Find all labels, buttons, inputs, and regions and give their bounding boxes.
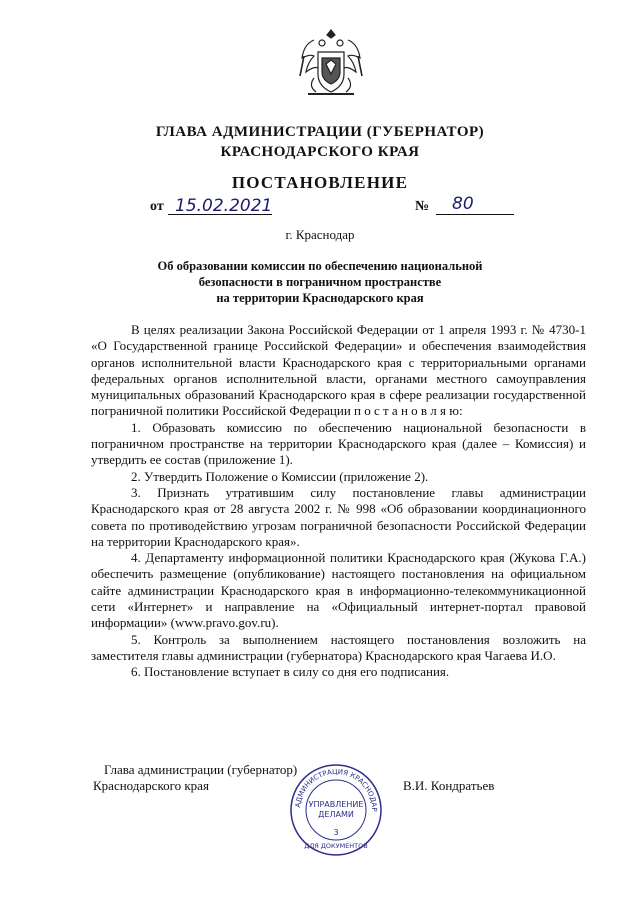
coat-of-arms-emblem [296, 26, 366, 102]
signatory-position-line1: Глава администрации (губернатор) [104, 762, 298, 777]
city-label: г. Краснодар [285, 227, 355, 242]
title-line: Об образовании комиссии по обеспечению национальной [157, 259, 483, 273]
org-title-line2: КРАСНОДАРСКОГО КРАЯ [220, 144, 420, 160]
number-label: № [415, 199, 430, 214]
org-title-line1: ГЛАВА АДМИНИСТРАЦИИ (ГУБЕРНАТОР) [155, 124, 485, 140]
signatory-position-line2: Краснодарского края [93, 778, 209, 793]
signatory-name: В.И. Кондратьев [403, 778, 495, 793]
stamp-center-line2: ДЕЛАМИ [318, 810, 354, 819]
document-type-heading: ПОСТАНОВЛЕНИЕ [231, 173, 409, 192]
clause-paragraph: 5. Контроль за выполнением настоящего постановления возложить на заместителя главы администрации (губернатора) Краснодарского края Чагаева И.О. [91, 631, 586, 663]
clause-paragraph: 3. Признать утратившим силу постановление главы администрации Краснодарского края от 28 августа 2002 г. № 998 «Об образовании координационного совета по противодействию угрозам пограничной безопасности Российской Федерации на территории Краснодарского края». [91, 484, 586, 549]
stamp-center-line1: УПРАВЛЕНИЕ [308, 800, 364, 809]
number-value: 80 [452, 194, 474, 214]
clause-paragraph: 1. Образовать комиссию по обеспечению национальной безопасности в пограничном пространстве на территории Краснодарского края (далее – Комиссия) и утвердить ее состав (приложение 1). [91, 419, 586, 468]
preamble-paragraph: В целях реализации Закона Российской Федерации от 1 апреля 1993 г. № 4730-1 «О Государственной границе Российской Федерации» и обеспечения взаимодействия органов исполнительной власти Краснодарского края с территориальными органами федеральных органов исполнительной власти, органами местного самоуправления муниципальных образований Краснодарского края в сфере реализации государственной пограничной политики Российской Федерации п о с т а н о в л я ю: [91, 322, 586, 419]
clause-paragraph: 6. Постановление вступает в силу со дня его подписания. [131, 664, 450, 680]
title-line: безопасности в пограничном пространстве [198, 275, 442, 289]
date-value: 15.02.2021 [175, 196, 273, 216]
official-stamp [288, 762, 384, 858]
title-line: на территории Краснодарского края [216, 291, 424, 305]
number-underline [436, 214, 514, 215]
clause-paragraph: 2. Утвердить Положение о Комиссии (приложение 2). [131, 468, 429, 484]
stamp-bottom-text: ДЛЯ ДОКУМЕНТОВ [304, 842, 368, 850]
document-title [150, 258, 490, 306]
date-label: от [150, 199, 164, 214]
document-body [91, 322, 586, 681]
stamp-ring-text: АДМИНИСТРАЦИЯ КРАСНОДАР [294, 767, 379, 812]
clause-paragraph: 4. Департаменту информационной политики Краснодарского края (Жукова Г.А.) обеспечить размещение (опубликование) настоящего постановления на официальном сайте администрации Краснодарского края в информационно-телекоммуникационной сети «Интернет» и направление на «Официальный интернет-портал правовой информации» (www.pravo.gov.ru). [91, 550, 586, 631]
stamp-number: 3 [333, 828, 339, 837]
